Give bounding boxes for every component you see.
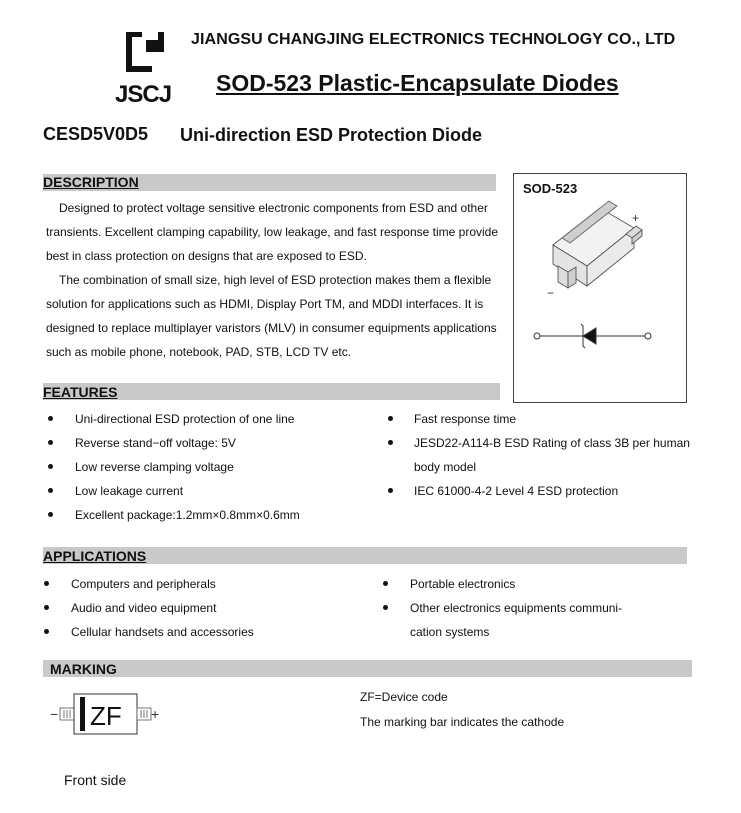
application-item: Computers and peripherals — [71, 577, 216, 591]
bullet-icon — [48, 488, 53, 493]
marking-bar-note: The marking bar indicates the cathode — [360, 715, 565, 729]
product-subtitle: Uni-direction ESD Protection Diode — [180, 125, 483, 145]
marking-section-bar — [43, 660, 692, 677]
front-side-label: Front side — [64, 772, 127, 788]
feature-item: Uni-directional ESD protection of one line — [75, 412, 295, 426]
bullet-icon — [44, 581, 49, 586]
application-item: Portable electronics — [410, 577, 516, 591]
description-line: Designed to protect voltage sensitive electronic components from ESD and other — [59, 201, 488, 215]
bullet-icon — [44, 629, 49, 634]
bullet-icon — [388, 488, 393, 493]
features-heading: FEATURES — [43, 384, 118, 400]
feature-item: JESD22-A114-B ESD Rating of class 3B per human — [414, 436, 690, 450]
package-label: SOD-523 — [523, 181, 578, 196]
diode-symbol — [534, 324, 651, 348]
description-line: designed to replace multiplayer varistors (MLV) in consumer equipments applications — [46, 321, 497, 335]
bullet-icon — [48, 416, 53, 421]
application-item-continued: cation systems — [410, 625, 490, 639]
company-name: JIANGSU CHANGJING ELECTRONICS TECHNOLOGY CO., LTD — [191, 31, 676, 48]
jscj-logo — [112, 32, 180, 104]
feature-item: Low leakage current — [75, 484, 184, 498]
marking-minus-label: − — [50, 706, 59, 722]
bullet-icon — [48, 464, 53, 469]
marking-plus-label: + — [151, 706, 160, 722]
description-line: such as mobile phone, notebook, PAD, STB, LCD TV etc. — [46, 345, 352, 359]
bullet-icon — [388, 416, 393, 421]
application-item: Cellular handsets and accessories — [71, 625, 254, 639]
bullet-icon — [383, 605, 388, 610]
bullet-icon — [44, 605, 49, 610]
document-title: SOD-523 Plastic-Encapsulate Diodes — [216, 70, 619, 96]
marking-code: ZF — [90, 701, 122, 731]
description-line: transients. Excellent clamping capability, low leakage, and fast response time provide — [46, 225, 499, 239]
package-plus-label: + — [632, 211, 640, 225]
feature-item: Low reverse clamping voltage — [75, 460, 234, 474]
feature-item: Reverse stand−off voltage: 5V — [75, 436, 236, 450]
package-minus-label: − — [547, 286, 555, 300]
description-line: The combination of small size, high level of ESD protection makes them a flexible — [59, 273, 492, 287]
feature-item: IEC 61000-4-2 Level 4 ESD protection — [414, 484, 619, 498]
part-number: CESD5V0D5 — [43, 124, 149, 144]
cathode-marking-bar — [80, 697, 85, 731]
feature-item: Fast response time — [414, 412, 517, 426]
description-line: solution for applications such as HDMI, Display Port TM, and MDDI interfaces. It is — [46, 297, 484, 311]
application-item: Audio and video equipment — [71, 601, 217, 615]
application-item: Other electronics equipments communi- — [410, 601, 623, 615]
description-heading: DESCRIPTION — [43, 174, 139, 190]
bullet-icon — [383, 581, 388, 586]
marking-heading: MARKING — [50, 661, 117, 677]
bullet-icon — [48, 512, 53, 517]
bullet-icon — [48, 440, 53, 445]
feature-item-continued: body model — [414, 460, 477, 474]
applications-heading: APPLICATIONS — [43, 548, 147, 564]
marking-diagram — [50, 690, 170, 740]
description-line: best in class protection on designs that are exposed to ESD. — [46, 249, 367, 263]
logo-text: JSCJ — [115, 81, 172, 104]
sod523-package-drawing — [520, 200, 680, 360]
device-code-note: ZF=Device code — [360, 690, 448, 704]
feature-item: Excellent package:1.2mm×0.8mm×0.6mm — [75, 508, 300, 522]
bullet-icon — [388, 440, 393, 445]
